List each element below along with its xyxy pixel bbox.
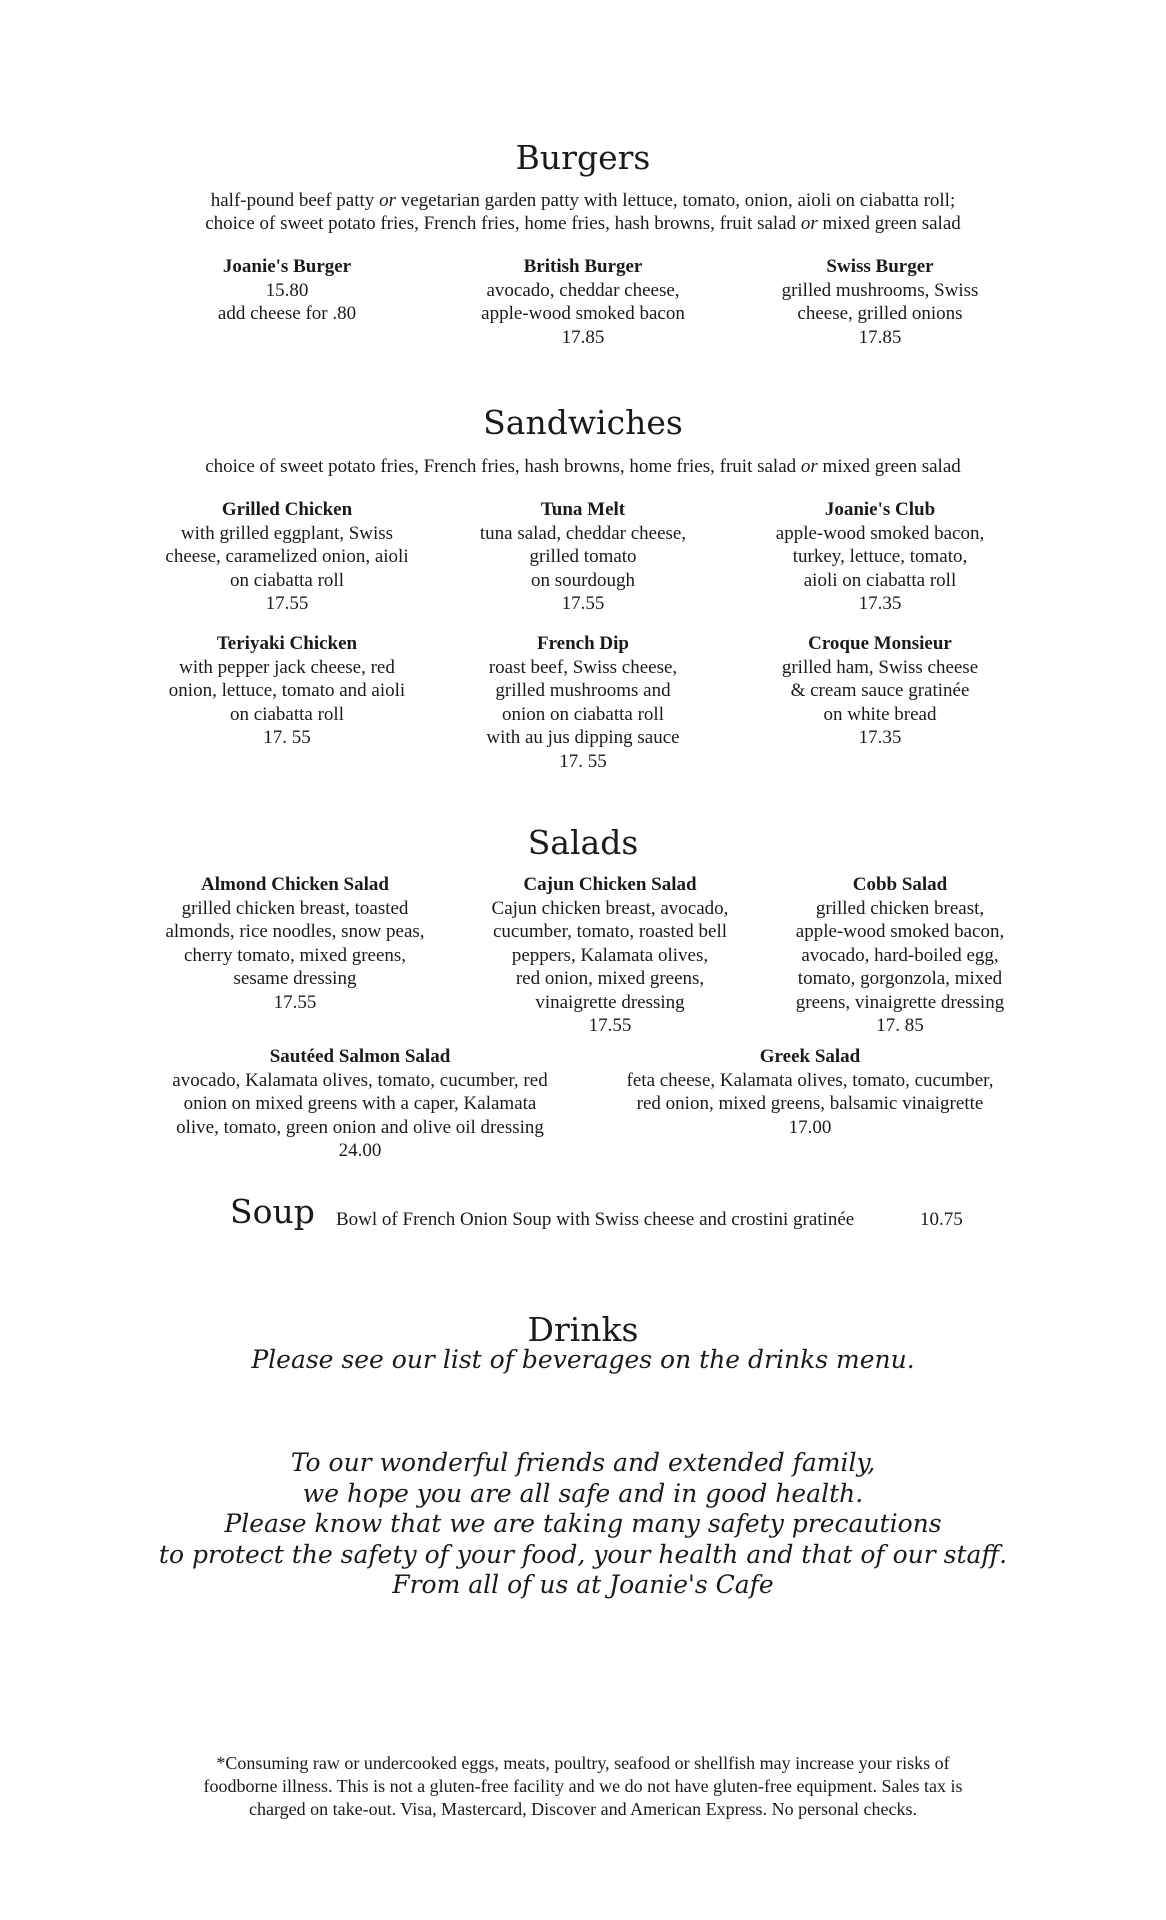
message-line: to protect the safety of your food, your health and that of our staff.: [158, 1539, 1008, 1569]
item-name: Joanie's Burger: [222, 256, 352, 277]
drinks-title: Drinks: [527, 1310, 639, 1349]
item-name: Croque Monsieur: [808, 633, 952, 654]
message-line: we hope you are all safe and in good health.: [302, 1478, 864, 1508]
menu-item-grilled-chicken: Grilled Chicken with grilled eggplant, Swiss cheese, caramelized onion, aioli on ciabatta roll 17.55: [137, 498, 437, 616]
item-name: Cajun Chicken Salad: [523, 874, 697, 895]
menu-item-swiss-burger: Swiss Burger grilled mushrooms, Swiss cheese, grilled onions 17.85: [740, 255, 1020, 349]
drinks-note: Please see our list of beverages on the drinks menu.: [251, 1345, 915, 1374]
burgers-intro: half-pound beef patty or vegetarian garden patty with lettuce, tomato, onion, aioli on ciabatta roll; choice of sweet potato fries, French fries, home fries, hash browns, fruit salad or mixed green salad: [205, 190, 961, 234]
menu-item-almond-chicken-salad: Almond Chicken Salad grilled chicken breast, toasted almonds, rice noodles, snow peas, cherry tomato, mixed greens, sesame dressing 17.55: [145, 873, 445, 1014]
item-name: Tuna Melt: [540, 499, 626, 520]
soup-description: Bowl of French Onion Soup with Swiss cheese and crostini gratinée: [336, 1209, 855, 1230]
footnote: [130, 1752, 1036, 1821]
item-name: Grilled Chicken: [221, 499, 353, 520]
item-name: Greek Salad: [759, 1046, 861, 1067]
message-line: To our wonderful friends and extended family,: [290, 1448, 876, 1477]
item-name: Joanie's Club: [824, 499, 936, 520]
menu-item-french-dip: French Dip roast beef, Swiss cheese, grilled mushrooms and onion on ciabatta roll with au jus dipping sauce 17. 55: [443, 632, 723, 773]
item-name: Sautéed Salmon Salad: [269, 1046, 451, 1067]
item-name: Swiss Burger: [826, 256, 934, 277]
sandwiches-title: Sandwiches: [483, 403, 683, 442]
menu-item-british-burger: British Burger avocado, cheddar cheese, apple-wood smoked bacon 17.85: [443, 255, 723, 349]
menu-item-joanies-burger: Joanie's Burger 15.80 add cheese for .80: [147, 255, 427, 326]
footnote-line: foodborne illness. This is not a gluten-free facility and we do not have gluten-free equipment. Sales tax is: [203, 1776, 963, 1796]
item-name: French Dip: [536, 633, 629, 654]
sandwiches-intro: choice of sweet potato fries, French fries, hash browns, home fries, fruit salad or mixed green salad: [205, 456, 961, 477]
menu-item-tuna-melt: Tuna Melt tuna salad, cheddar cheese, grilled tomato on sourdough 17.55: [443, 498, 723, 616]
menu-item-joanies-club: Joanie's Club apple-wood smoked bacon, turkey, lettuce, tomato, aioli on ciabatta roll 17.35: [740, 498, 1020, 616]
menu-item-teriyaki-chicken: Teriyaki Chicken with pepper jack cheese, red onion, lettuce, tomato and aioli on ciabatta roll 17. 55: [137, 632, 437, 750]
menu-item-cobb-salad: Cobb Salad grilled chicken breast, apple-wood smoked bacon, avocado, hard-boiled egg, tomato, gorgonzola, mixed greens, vinaigrette dressing 17. 85: [760, 873, 1040, 1038]
soup-title: Soup: [230, 1192, 315, 1231]
menu-item-greek-salad: Greek Salad feta cheese, Kalamata olives, tomato, cucumber, red onion, mixed greens, balsamic vinaigrette 17.00: [600, 1045, 1020, 1139]
footnote-line: charged on take-out. Visa, Mastercard, Discover and American Express. No personal checks.: [248, 1799, 918, 1819]
menu-item-croque-monsieur: Croque Monsieur grilled ham, Swiss cheese & cream sauce gratinée on white bread 17.35: [740, 632, 1020, 750]
menu-item-sauteed-salmon-salad: Sautéed Salmon Salad avocado, Kalamata olives, tomato, cucumber, red onion on mixed greens with a caper, Kalamata olive, tomato, green onion and olive oil dressing 24.00: [150, 1045, 570, 1163]
item-name: British Burger: [523, 256, 643, 277]
customer-message: [0, 1448, 1166, 1601]
message-line: Please know that we are taking many safety precautions: [224, 1509, 942, 1538]
soup-price: 10.75: [920, 1209, 963, 1230]
message-line: From all of us at Joanie's Cafe: [392, 1570, 774, 1599]
menu-item-cajun-chicken-salad: Cajun Chicken Salad Cajun chicken breast, avocado, cucumber, tomato, roasted bell peppers, Kalamata olives, red onion, mixed greens, vinaigrette dressing 17.55: [460, 873, 760, 1038]
item-name: Cobb Salad: [852, 874, 948, 895]
item-name: Almond Chicken Salad: [201, 874, 389, 895]
footnote-line: *Consuming raw or undercooked eggs, meats, poultry, seafood or shellfish may increase your risks of: [216, 1753, 950, 1773]
item-name: Teriyaki Chicken: [216, 633, 358, 654]
burgers-title: Burgers: [515, 138, 651, 177]
salads-title: Salads: [527, 823, 639, 862]
